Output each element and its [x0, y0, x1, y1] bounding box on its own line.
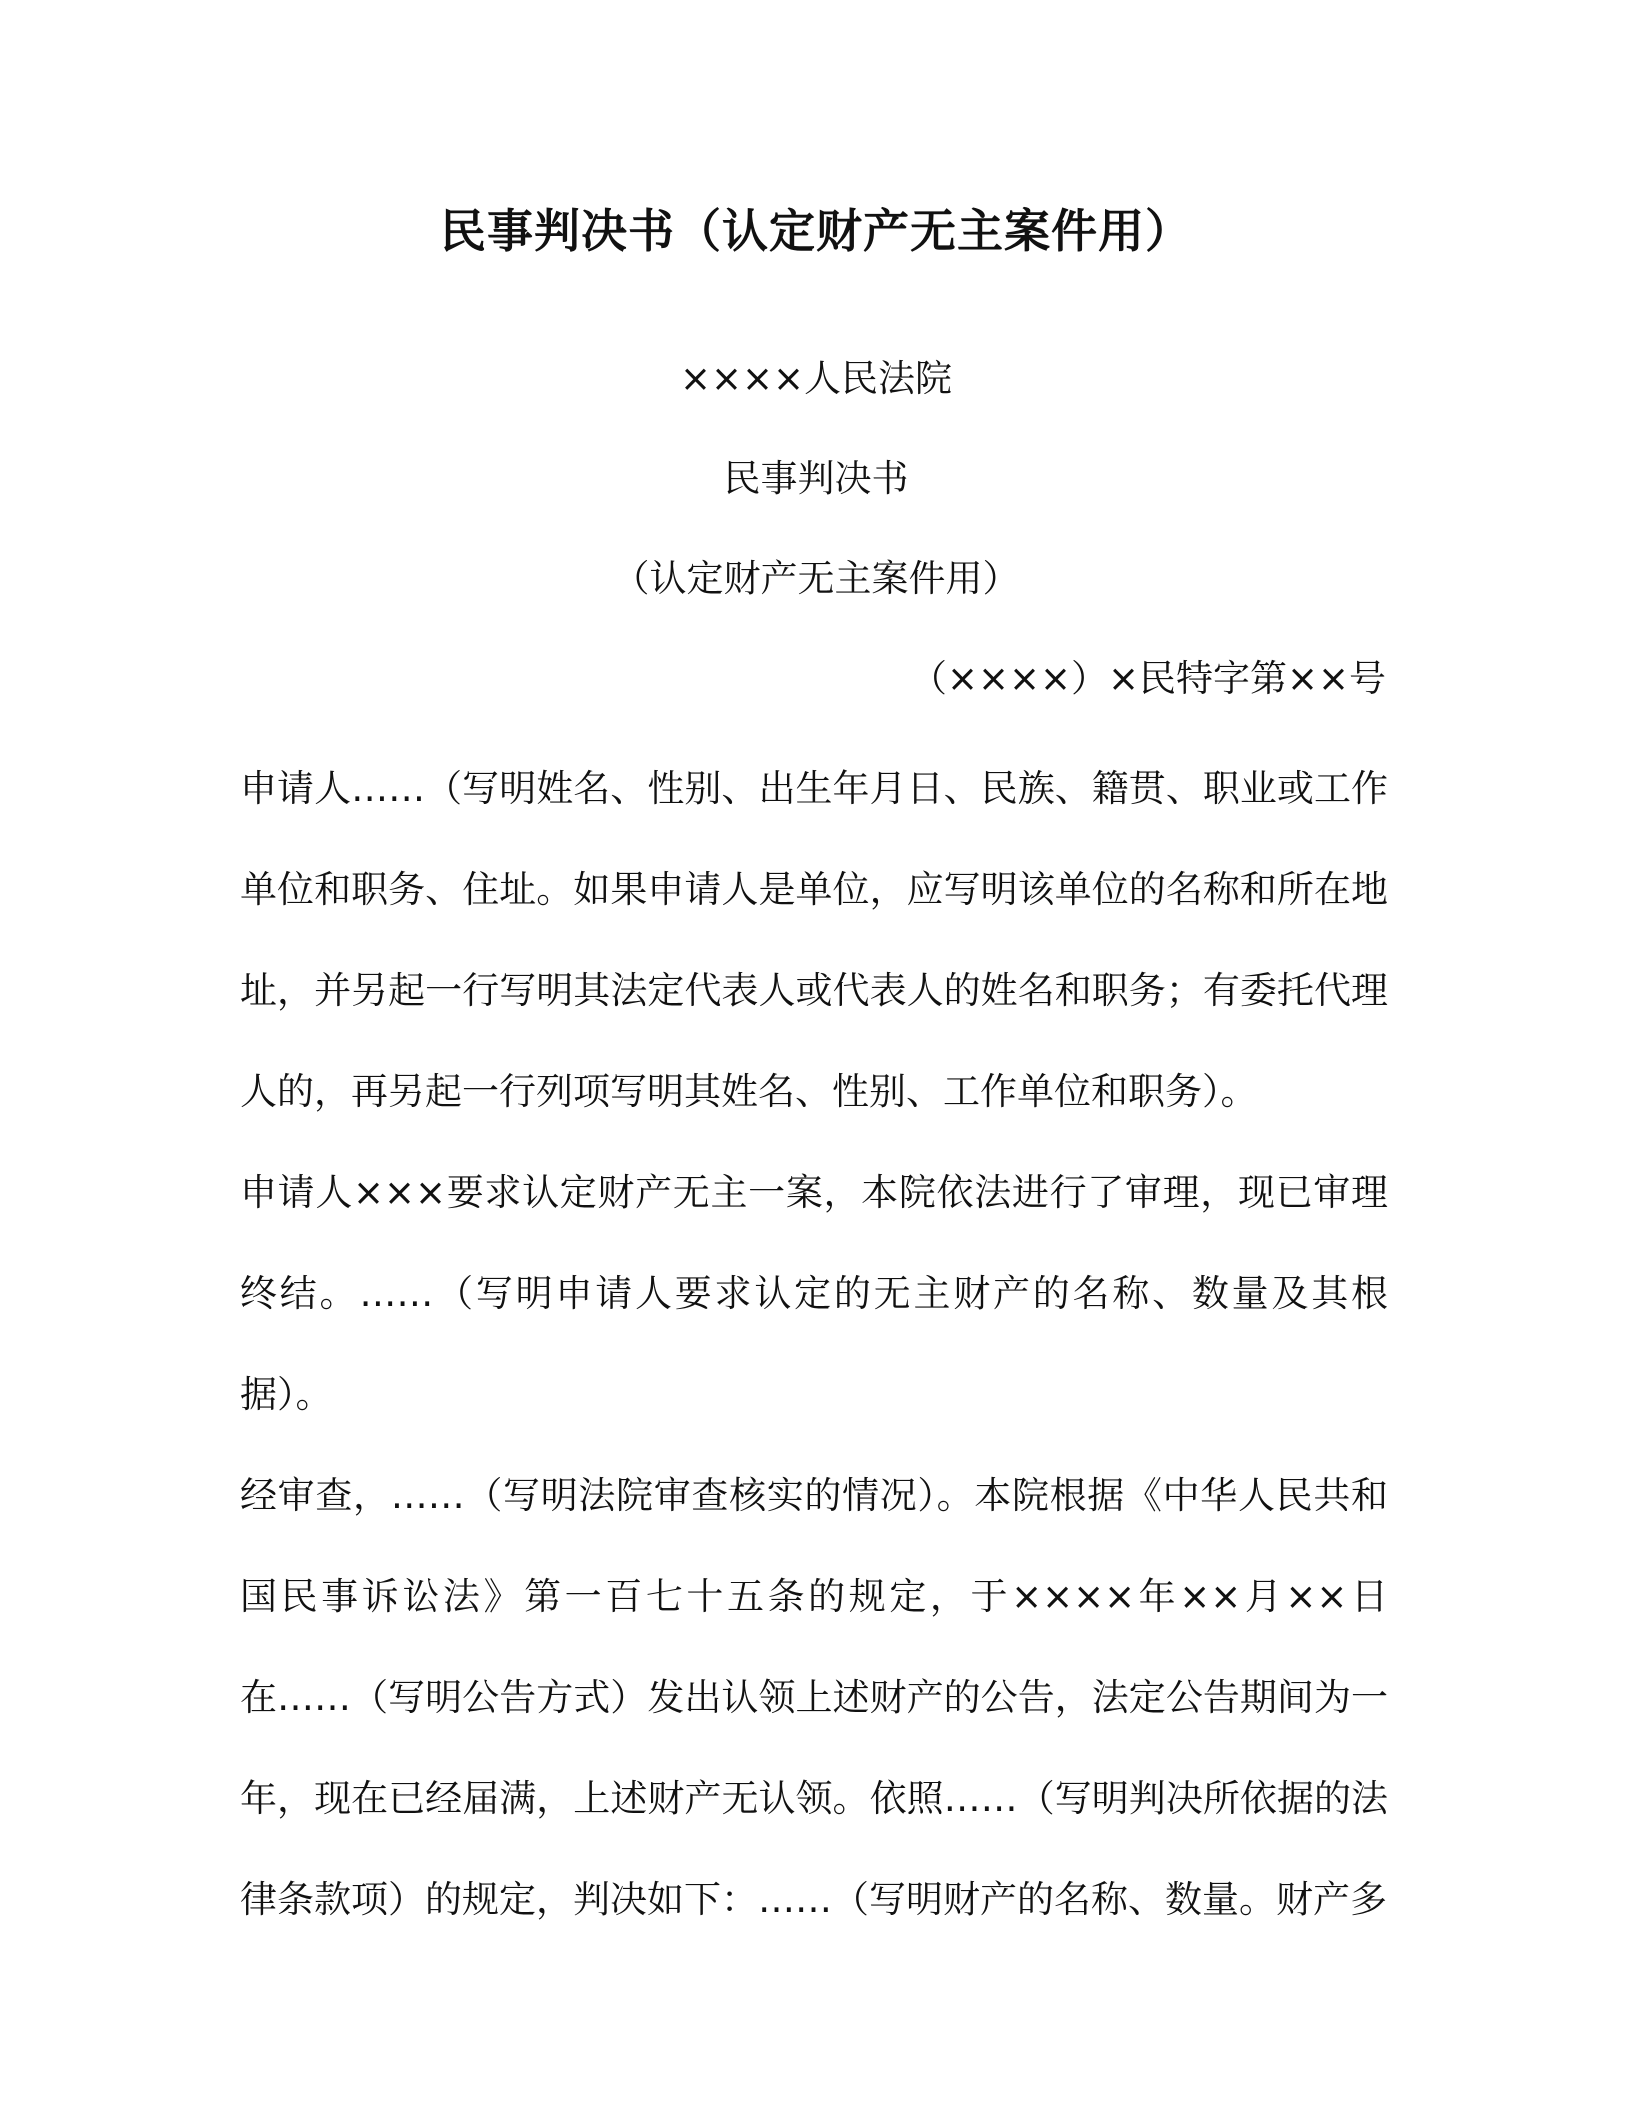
paragraph-applicant: 申请人……（写明姓名、性别、出生年月日、民族、籍贯、职业或工作单位和职务、住址。如果申请人是单位，应写明该单位的名称和所在地址，并另起一行写明其法定代表人或代表人的姓名和职务；有委托代理人的，再另起一行列项写明其姓名、性别、工作单位和职务）。	[240, 767, 1388, 1113]
paragraph-review: 经审查，……（写明法院审查核实的情况）。本院根据《中华人民共和国民事诉讼法》第一百七十五条的规定，于××××年××月××日在……（写明公告方式）发出认领上述财产的公告，法定公告期间为一年，现在已经届满，上述财产无认领。依照……（写明判决所依据的法律条款项）的规定，判决如下：……（写明财产的名称、数量。财产多	[240, 1474, 1388, 1921]
document-title: 民事判决书（认定财产无主案件用）	[440, 204, 1192, 258]
document-type: 民事判决书	[723, 457, 909, 500]
document-body	[240, 738, 1388, 1950]
case-category: （认定财产无主案件用）	[612, 557, 1020, 600]
paragraph-case-summary: 申请人×××要求认定财产无主一案，本院依法进行了审理，现已审理终结。……（写明申请人要求认定的无主财产的名称、数量及其根据）。	[240, 1171, 1388, 1416]
case-number: （××××）×民特字第××号	[909, 657, 1386, 700]
court-name: ××××人民法院	[679, 357, 952, 400]
